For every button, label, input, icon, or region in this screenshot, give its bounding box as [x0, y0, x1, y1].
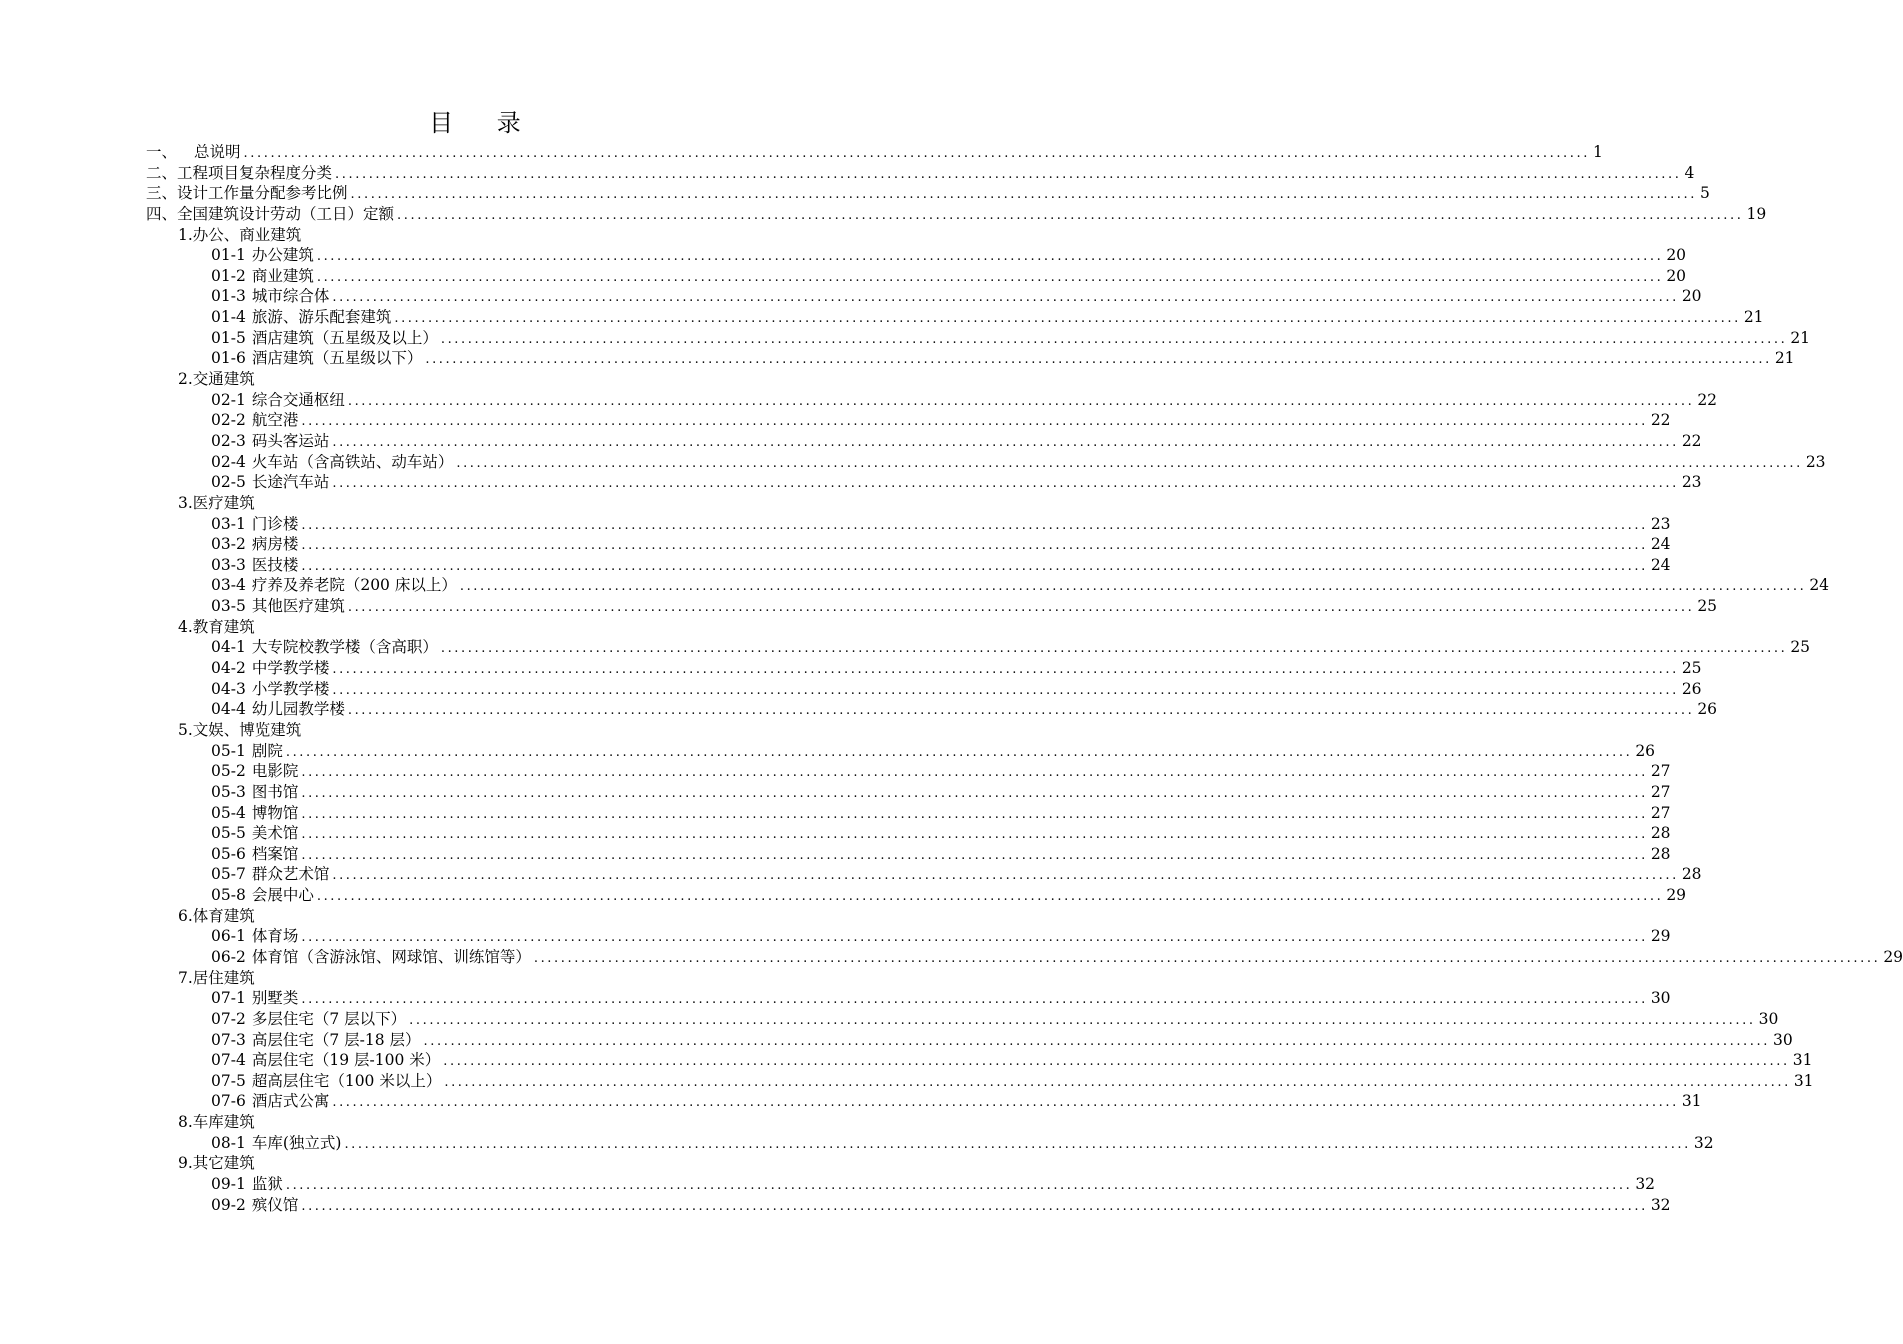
dot-leader: ........................................................................................................................................................................................................ [440, 331, 1788, 347]
entry-code: 05-8 [211, 886, 246, 905]
dot-leader: ........................................................................................................................................................................................................ [443, 1054, 1790, 1070]
toc-entry[interactable] [146, 328, 1811, 349]
entry-code: 05-3 [211, 782, 246, 801]
page-number: 28 [1650, 844, 1671, 863]
section-label: 全国建筑设计劳动（工日）定额 [177, 204, 395, 223]
dot-leader: ........................................................................................................................................................................................................ [347, 600, 1695, 616]
page-number: 22 [1650, 411, 1671, 430]
entry-code: 07-1 [211, 989, 246, 1008]
entry-label: 码头客运站 [251, 431, 330, 450]
toc-entry[interactable] [146, 885, 1687, 906]
dot-leader: ........................................................................................................................................................................................................ [332, 868, 1679, 884]
dot-leader: ........................................................................................................................................................................................................ [301, 765, 1648, 781]
entry-label: 监狱 [251, 1175, 283, 1194]
toc-entry[interactable] [146, 1071, 1814, 1092]
dot-leader: ........................................................................................................................................................................................................ [301, 847, 1648, 863]
toc-entry[interactable] [146, 555, 1671, 576]
page-number: 4 [1684, 163, 1695, 182]
dot-leader: ........................................................................................................................................................................................................ [344, 1136, 1691, 1152]
page-number: 29 [1883, 947, 1903, 966]
toc-entry[interactable] [146, 741, 1656, 762]
page-number: 5 [1700, 184, 1710, 203]
dot-leader: ........................................................................................................................................................................................................ [301, 930, 1648, 946]
toc-entry[interactable] [146, 452, 1826, 473]
entry-code: 05-5 [211, 824, 246, 843]
entry-label: 大专院校教学楼（含高职） [251, 638, 438, 657]
entry-label: 长途汽车站 [251, 473, 330, 492]
dot-leader: ........................................................................................................................................................................................................ [301, 785, 1648, 801]
page-number: 20 [1666, 246, 1687, 265]
toc-entry[interactable] [146, 864, 1702, 885]
toc-group-heading[interactable] [146, 1153, 808, 1174]
entry-label: 别墅类 [251, 989, 299, 1008]
entry-code: 09-1 [211, 1175, 246, 1194]
entry-label: 酒店式公寓 [251, 1092, 330, 1111]
entry-code: 02-3 [211, 431, 246, 450]
entry-code: 05-6 [211, 844, 246, 863]
page-number: 30 [1758, 1009, 1779, 1028]
page-number: 29 [1650, 927, 1671, 946]
toc-entry[interactable] [146, 1009, 1779, 1030]
entry-code: 03-2 [211, 535, 246, 554]
toc-entry[interactable] [146, 637, 1811, 658]
entry-code: 04-4 [211, 700, 246, 719]
page-number: 19 [1746, 204, 1767, 223]
group-label: 1.办公、商业建筑 [178, 225, 302, 244]
page-number: 23 [1805, 452, 1826, 471]
section-label: 设计工作量分配参考比例 [177, 184, 348, 203]
entry-label: 商业建筑 [251, 266, 314, 285]
entry-code: 08-1 [211, 1133, 246, 1152]
dot-leader: ........................................................................................................................................................................................................ [301, 538, 1648, 554]
entry-label: 医技楼 [251, 555, 299, 574]
toc-entry[interactable] [146, 1133, 1714, 1154]
entry-code: 04-3 [211, 679, 246, 698]
entry-label: 酒店建筑（五星级及以上） [251, 328, 438, 347]
group-label: 6.体育建筑 [178, 906, 255, 925]
dot-leader: ........................................................................................................................................................................................................ [301, 558, 1648, 574]
entry-code: 01-5 [211, 328, 246, 347]
entry-label: 剧院 [251, 741, 283, 760]
table-of-contents [146, 142, 1903, 1215]
toc-section-1[interactable] [146, 142, 1603, 163]
toc-group-heading[interactable] [146, 617, 808, 638]
entry-label: 档案馆 [251, 844, 299, 863]
dot-leader: ........................................................................................................................................................................................................ [459, 579, 1807, 595]
toc-entry[interactable] [146, 390, 1718, 411]
entry-code: 01-2 [211, 266, 246, 285]
toc-section-2[interactable] [146, 163, 1695, 184]
page-number: 30 [1772, 1030, 1793, 1049]
entry-code: 05-2 [211, 762, 246, 781]
toc-entry[interactable] [146, 534, 1671, 555]
toc-entry[interactable] [146, 596, 1718, 617]
entry-code: 03-4 [211, 576, 246, 595]
toc-entry[interactable] [146, 431, 1702, 452]
page-number: 21 [1790, 328, 1811, 347]
entry-label: 综合交通枢纽 [251, 390, 345, 409]
entry-label: 体育场 [251, 927, 299, 946]
entry-code: 06-2 [211, 947, 246, 966]
dot-leader: ........................................................................................................................................................................................................ [301, 992, 1648, 1008]
entry-code: 07-3 [211, 1030, 246, 1049]
toc-entry[interactable] [146, 286, 1702, 307]
toc-entry[interactable] [146, 926, 1671, 947]
page-number: 25 [1681, 659, 1702, 678]
page-number: 20 [1681, 287, 1702, 306]
group-label: 8.车库建筑 [178, 1113, 255, 1132]
toc-entry[interactable] [146, 575, 1830, 596]
dot-leader: ........................................................................................................................................................................................................ [332, 290, 1679, 306]
entry-code: 09-2 [211, 1195, 246, 1214]
dot-leader: ........................................................................................................................................................................................................ [285, 744, 1633, 760]
toc-entry[interactable] [146, 1091, 1702, 1112]
page-number: 20 [1666, 266, 1687, 285]
dot-leader: ........................................................................................................................................................................................................ [423, 1033, 1770, 1049]
entry-code: 03-1 [211, 514, 246, 533]
section-number: 一、 [146, 143, 178, 161]
toc-section-4[interactable] [146, 204, 1767, 225]
entry-label: 航空港 [251, 411, 299, 430]
entry-code: 07-6 [211, 1092, 246, 1111]
entry-label: 殡仪馆 [251, 1195, 299, 1214]
toc-entry[interactable] [146, 761, 1671, 782]
toc-group-heading[interactable] [146, 1112, 808, 1133]
dot-leader: ........................................................................................................................................................................................................ [243, 146, 1590, 161]
group-label: 2.交通建筑 [178, 370, 255, 389]
dot-leader: ........................................................................................................................................................................................................ [316, 249, 1664, 265]
toc-entry[interactable] [146, 1174, 1656, 1195]
toc-entry[interactable] [146, 307, 1764, 328]
entry-code: 07-2 [211, 1009, 246, 1028]
group-label: 5.文娱、博览建筑 [178, 720, 302, 739]
section-number: 二、 [146, 163, 178, 182]
dot-leader: ........................................................................................................................................................................................................ [332, 682, 1679, 698]
toc-group-heading[interactable] [146, 493, 808, 514]
entry-label: 高层住宅（7 层-18 层） [251, 1030, 421, 1049]
entry-label: 体育馆（含游泳馆、网球馆、训练馆等） [251, 947, 531, 966]
dot-leader: ........................................................................................................................................................................................................ [335, 166, 1682, 182]
page-number: 21 [1743, 308, 1764, 327]
page-number: 31 [1793, 1071, 1814, 1090]
toc-entry[interactable] [146, 1050, 1813, 1071]
dot-leader: ........................................................................................................................................................................................................ [350, 187, 1697, 203]
dot-leader: ........................................................................................................................................................................................................ [440, 641, 1788, 657]
toc-entry[interactable] [146, 348, 1795, 369]
toc-entry[interactable] [146, 472, 1702, 493]
dot-leader: ........................................................................................................................................................................................................ [409, 1012, 1756, 1028]
page-number: 23 [1681, 473, 1702, 492]
page-number: 27 [1650, 762, 1671, 781]
page-number: 1 [1592, 143, 1603, 161]
entry-code: 01-3 [211, 287, 246, 306]
toc-group-heading[interactable] [146, 369, 808, 390]
entry-code: 01-1 [211, 246, 246, 265]
entry-label: 门诊楼 [251, 514, 299, 533]
dot-leader: ........................................................................................................................................................................................................ [347, 393, 1695, 409]
page-number: 27 [1650, 803, 1671, 822]
dot-leader: ........................................................................................................................................................................................................ [332, 476, 1679, 492]
toc-group-heading[interactable] [146, 225, 808, 246]
page-number: 30 [1650, 989, 1671, 1008]
entry-label: 会展中心 [251, 886, 314, 905]
toc-entry[interactable] [146, 514, 1671, 535]
dot-leader: ........................................................................................................................................................................................................ [425, 352, 1772, 368]
page-number: 27 [1650, 782, 1671, 801]
dot-leader: ........................................................................................................................................................................................................ [332, 434, 1679, 450]
toc-section-3[interactable] [146, 183, 1710, 204]
entry-code: 06-1 [211, 927, 246, 946]
page-number: 29 [1666, 886, 1687, 905]
entry-label: 多层住宅（7 层以下） [251, 1009, 407, 1028]
entry-code: 04-2 [211, 659, 246, 678]
entry-label: 高层住宅（19 层-100 米） [251, 1051, 441, 1070]
page-number: 31 [1681, 1092, 1702, 1111]
entry-code: 05-1 [211, 741, 246, 760]
entry-label: 火车站（含高铁站、动车站） [251, 452, 454, 471]
page-number: 25 [1790, 638, 1811, 657]
entry-label: 办公建筑 [251, 246, 314, 265]
entry-code: 02-5 [211, 473, 246, 492]
entry-code: 04-1 [211, 638, 246, 657]
page-number: 21 [1774, 349, 1795, 368]
page-number: 26 [1697, 700, 1718, 719]
toc-group-heading[interactable] [146, 968, 808, 989]
toc-entry[interactable] [146, 658, 1702, 679]
toc-entry[interactable] [146, 947, 1903, 968]
page-number: 24 [1650, 555, 1671, 574]
entry-label: 电影院 [251, 762, 299, 781]
page-number: 25 [1697, 597, 1718, 616]
entry-label: 超高层住宅（100 米以上） [251, 1071, 442, 1090]
toc-entry[interactable] [146, 988, 1671, 1009]
page-number: 24 [1650, 535, 1671, 554]
toc-entry[interactable] [146, 679, 1702, 700]
dot-leader: ........................................................................................................................................................................................................ [285, 1178, 1633, 1194]
section-number: 三、 [146, 184, 178, 203]
dot-leader: ........................................................................................................................................................................................................ [456, 455, 1803, 471]
dot-leader: ........................................................................................................................................................................................................ [301, 517, 1648, 533]
toc-group-heading[interactable] [146, 720, 808, 741]
dot-leader: ........................................................................................................................................................................................................ [316, 889, 1664, 905]
entry-label: 其他医疗建筑 [251, 597, 345, 616]
dot-leader: ........................................................................................................................................................................................................ [301, 414, 1648, 430]
entry-label: 中学教学楼 [251, 659, 330, 678]
toc-entry[interactable] [146, 245, 1687, 266]
entry-code: 02-2 [211, 411, 246, 430]
dot-leader: ........................................................................................................................................................................................................ [332, 1095, 1679, 1111]
group-label: 4.教育建筑 [178, 617, 255, 636]
page-number: 32 [1693, 1133, 1714, 1152]
toc-title: 目 录 [429, 109, 539, 137]
page-number: 23 [1650, 514, 1671, 533]
entry-code: 01-6 [211, 349, 246, 368]
entry-label: 图书馆 [251, 782, 299, 801]
entry-code: 03-5 [211, 597, 246, 616]
entry-label: 病房楼 [251, 535, 299, 554]
toc-entry[interactable] [146, 823, 1671, 844]
section-label: 总说明 [194, 143, 241, 161]
toc-entry[interactable] [146, 410, 1671, 431]
dot-leader: ........................................................................................................................................................................................................ [397, 207, 1744, 223]
section-number: 四、 [146, 204, 178, 223]
page-number: 31 [1792, 1051, 1813, 1070]
group-label: 3.医疗建筑 [178, 493, 255, 512]
toc-entry[interactable] [146, 699, 1718, 720]
page-number: 26 [1681, 679, 1702, 698]
group-label: 7.居住建筑 [178, 968, 255, 987]
dot-leader: ........................................................................................................................................................................................................ [394, 311, 1741, 327]
entry-code: 05-7 [211, 865, 246, 884]
toc-entry[interactable] [146, 1030, 1793, 1051]
entry-label: 群众艺术馆 [251, 865, 330, 884]
toc-entry[interactable] [146, 844, 1671, 865]
entry-label: 疗养及养老院（200 床以上） [251, 576, 457, 595]
dot-leader: ........................................................................................................................................................................................................ [301, 806, 1648, 822]
entry-code: 07-5 [211, 1071, 246, 1090]
page-number: 32 [1635, 1175, 1656, 1194]
entry-code: 01-4 [211, 308, 246, 327]
toc-group-heading[interactable] [146, 906, 808, 927]
page-number: 26 [1635, 741, 1656, 760]
entry-code: 05-4 [211, 803, 246, 822]
dot-leader: ........................................................................................................................................................................................................ [301, 827, 1648, 843]
dot-leader: ........................................................................................................................................................................................................ [533, 950, 1881, 966]
dot-leader: ........................................................................................................................................................................................................ [316, 269, 1664, 285]
page-number: 32 [1650, 1195, 1671, 1214]
page-number: 28 [1650, 824, 1671, 843]
entry-label: 幼儿园教学楼 [251, 700, 345, 719]
dot-leader: ........................................................................................................................................................................................................ [347, 703, 1695, 719]
entry-label: 小学教学楼 [251, 679, 330, 698]
dot-leader: ........................................................................................................................................................................................................ [444, 1074, 1791, 1090]
entry-label: 旅游、游乐配套建筑 [251, 308, 392, 327]
page-number: 22 [1681, 431, 1702, 450]
entry-label: 车库(独立式) [251, 1133, 342, 1152]
entry-label: 城市综合体 [251, 287, 330, 306]
toc-building-groups [146, 225, 1903, 1216]
dot-leader: ........................................................................................................................................................................................................ [301, 1198, 1648, 1214]
dot-leader: ........................................................................................................................................................................................................ [332, 662, 1679, 678]
page-number: 24 [1809, 576, 1830, 595]
toc-entry[interactable] [146, 266, 1687, 287]
group-label: 9.其它建筑 [178, 1154, 255, 1173]
entry-label: 博物馆 [251, 803, 299, 822]
entry-code: 03-3 [211, 555, 246, 574]
toc-entry[interactable] [146, 782, 1671, 803]
entry-code: 02-4 [211, 452, 246, 471]
page-number: 28 [1681, 865, 1702, 884]
toc-entry[interactable] [146, 1195, 1671, 1216]
entry-code: 07-4 [211, 1051, 246, 1070]
toc-entry[interactable] [146, 803, 1671, 824]
page-number: 22 [1697, 390, 1718, 409]
entry-label: 酒店建筑（五星级以下） [251, 349, 423, 368]
section-label: 工程项目复杂程度分类 [177, 163, 333, 182]
entry-label: 美术馆 [251, 824, 299, 843]
entry-code: 02-1 [211, 390, 246, 409]
